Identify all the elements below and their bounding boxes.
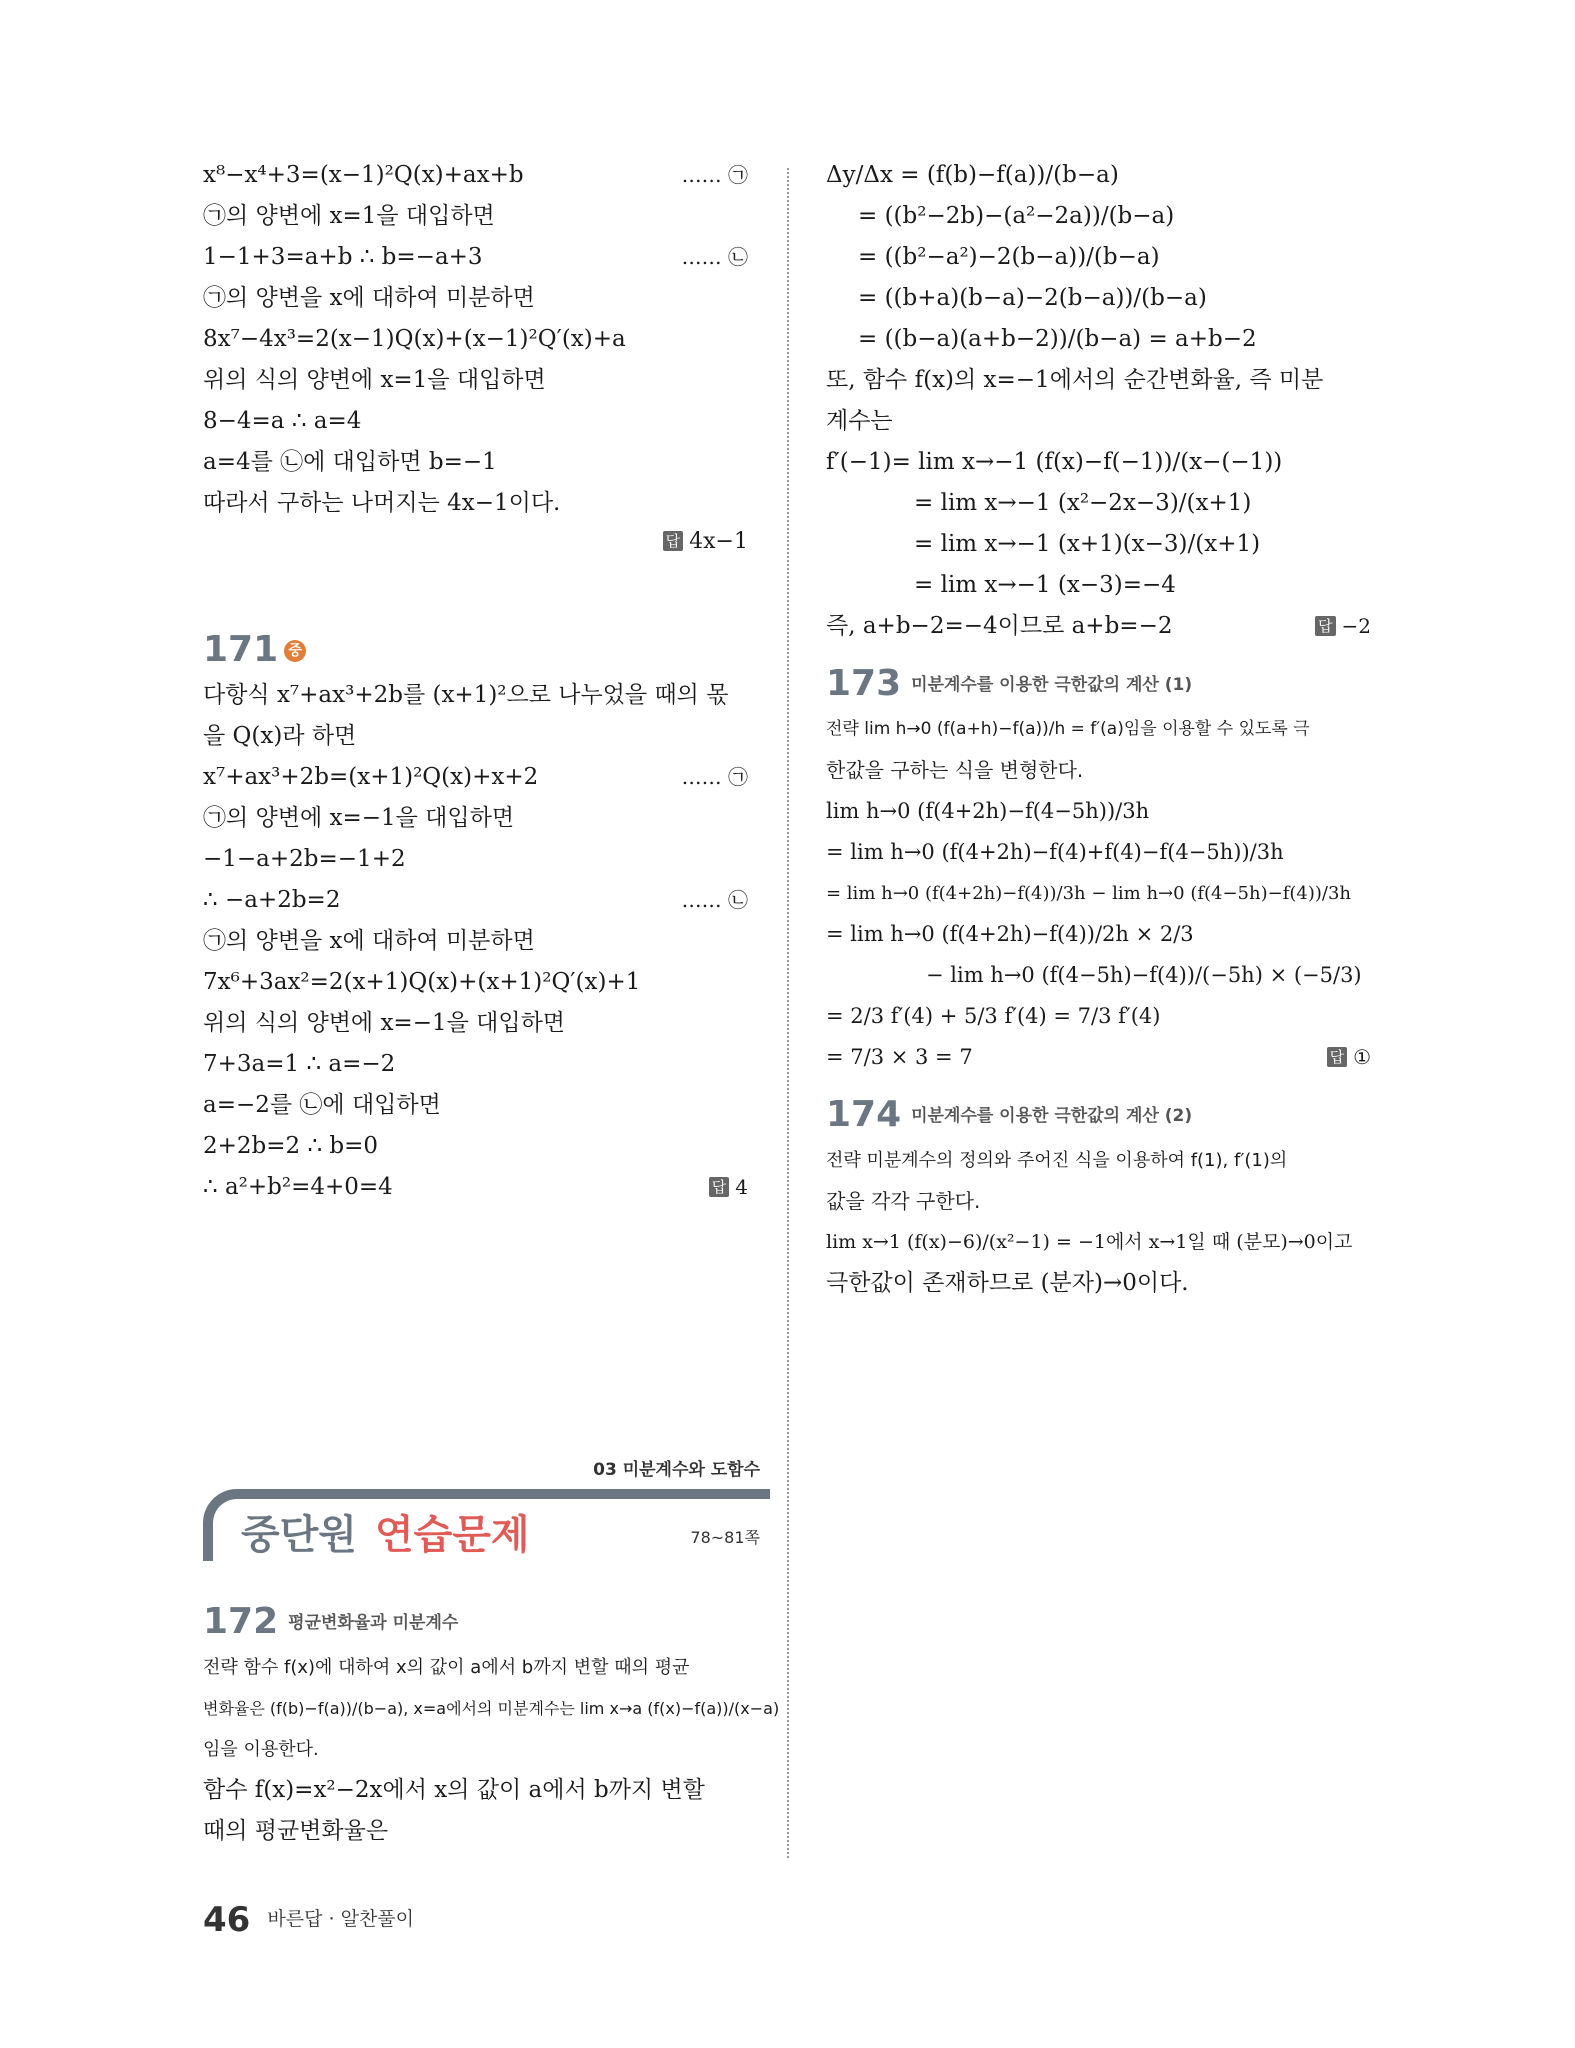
math-line: = ((b²−a²)−2(b−a))/(b−a) xyxy=(858,244,1160,270)
solution-174 xyxy=(826,1145,1371,1299)
math-line: = ((b−a)(a+b−2))/(b−a) = a+b−2 xyxy=(858,326,1257,352)
math-line: = lim h→0 (f(4+2h)−f(4)+f(4)−f(4−5h))/3h xyxy=(826,840,1284,864)
section-title-main: 중단원 xyxy=(241,1512,357,1558)
math-line: 계수는 xyxy=(826,408,893,434)
math-line: 7+3a=1 ∴ a=−2 xyxy=(203,1051,396,1077)
math-line: 다항식 x⁷+ax³+2b를 (x+1)²으로 나누었을 때의 몫 xyxy=(203,682,729,708)
strategy-line: 변화율은 (f(b)−f(a))/(b−a), x=a에서의 미분계수는 lim x→a (f(x)−f(a))/(x−a) xyxy=(203,1699,780,1718)
math-line: − lim h→0 (f(4−5h)−f(4))/(−5h) × (−5/3) xyxy=(926,963,1362,987)
math-line: f′(−1)= lim x→−1 (f(x)−f(−1))/(x−(−1)) xyxy=(826,449,1283,475)
math-line: = 2/3 f′(4) + 5/3 f′(4) = 7/3 f′(4) xyxy=(826,1004,1161,1028)
solution-172-continued xyxy=(826,160,1371,642)
math-line: 함수 f(x)=x²−2x에서 x의 값이 a에서 b까지 변할 xyxy=(203,1777,705,1803)
math-line: 위의 식의 양변에 x=1을 대입하면 xyxy=(203,367,546,393)
strategy-line: 한값을 구하는 식을 변형한다. xyxy=(826,758,1084,782)
math-line: lim x→1 (f(x)−6)/(x²−1) = −1에서 x→1일 때 (분모)→0이고 xyxy=(826,1231,1353,1253)
strategy-line: 임을 이용한다. xyxy=(203,1739,319,1760)
math-line: = lim x→−1 (x²−2x−3)/(x+1) xyxy=(914,490,1252,516)
section-title-accent: 연습문제 xyxy=(375,1512,530,1558)
math-line: = ((b+a)(b−a)−2(b−a))/(b−a) xyxy=(858,285,1207,311)
math-line: 8−4=a ∴ a=4 xyxy=(203,408,362,434)
math-line: ㉠의 양변에 x=−1을 대입하면 xyxy=(203,805,515,831)
right-column xyxy=(826,160,1371,1309)
math-line: 때의 평균변화율은 xyxy=(203,1818,389,1844)
math-line: lim h→0 (f(4+2h)−f(4−5h))/3h xyxy=(826,799,1150,823)
answer-value: −2 xyxy=(1341,614,1371,638)
answer-value: ① xyxy=(1353,1045,1371,1069)
math-line: = 7/3 × 3 = 7 답 ① xyxy=(826,1045,1371,1069)
page-number: 46 xyxy=(203,1900,251,1940)
left-column xyxy=(203,160,748,1213)
math-line: 즉, a+b−2=−4이므로 a+b=−2 답 −2 xyxy=(826,613,1371,639)
math-line: a=−2를 ㉡에 대입하면 xyxy=(203,1092,441,1118)
strategy-line: 값을 각각 구한다. xyxy=(826,1189,981,1213)
math-line: 2+2b=2 ∴ b=0 xyxy=(203,1133,379,1159)
math-line: a=4를 ㉡에 대입하면 b=−1 xyxy=(203,449,497,475)
answer-value: 4x−1 xyxy=(689,529,748,554)
math-line: x⁷+ax³+2b=(x+1)²Q(x)+x+2 …… ㉠ xyxy=(203,764,748,790)
math-line: = lim x→−1 (x+1)(x−3)/(x+1) xyxy=(914,531,1261,557)
math-line: = ((b²−2b)−(a²−2a))/(b−a) xyxy=(858,203,1175,229)
column-divider xyxy=(787,168,789,1858)
problem-topic: 미분계수를 이용한 극한값의 계산 (1) xyxy=(911,675,1193,695)
math-line: = lim h→0 (f(4+2h)−f(4))/3h − lim h→0 (f(4−5h)−f(4))/3h xyxy=(826,883,1351,904)
math-line: 따라서 구하는 나머지는 4x−1이다. xyxy=(203,490,561,516)
math-line: 을 Q(x)라 하면 xyxy=(203,723,357,749)
math-line: ㉠의 양변에 x=1을 대입하면 xyxy=(203,203,495,229)
problem-number-172: 172 평균변화율과 미분계수 xyxy=(203,1601,459,1642)
math-line: 7x⁶+3ax²=2(x+1)Q(x)+(x+1)²Q′(x)+1 xyxy=(203,969,641,995)
math-line: ∴ −a+2b=2 …… ㉡ xyxy=(203,887,748,913)
math-line: = lim x→−1 (x−3)=−4 xyxy=(914,572,1176,598)
answer-mark: 답 xyxy=(1327,1047,1348,1067)
math-line: x⁸−x⁴+3=(x−1)²Q(x)+ax+b …… ㉠ xyxy=(203,162,748,188)
strategy-line: 전략 lim h→0 (f(a+h)−f(a))/h = f′(a)임을 이용할 수 있도록 극 xyxy=(826,719,1310,739)
math-line: 위의 식의 양변에 x=−1을 대입하면 xyxy=(203,1010,566,1036)
math-line: 극한값이 존재하므로 (분자)→0이다. xyxy=(826,1270,1189,1296)
math-line: 1−1+3=a+b ∴ b=−a+3 …… ㉡ xyxy=(203,244,748,270)
level-badge: 중 xyxy=(284,640,306,662)
footer-label: 바른답 · 알찬풀이 xyxy=(267,1908,415,1930)
strategy-line: 전략 미분계수의 정의와 주어진 식을 이용하여 f(1), f′(1)의 xyxy=(826,1150,1288,1171)
solution-173 xyxy=(826,714,1371,1073)
left-column-bottom xyxy=(203,1600,780,1857)
solution-171 xyxy=(203,680,748,1203)
math-line: 또, 함수 f(x)의 x=−1에서의 순간변화율, 즉 미분 xyxy=(826,367,1324,393)
section-pages: 78~81쪽 xyxy=(690,1528,760,1547)
problem-topic: 미분계수를 이용한 극한값의 계산 (2) xyxy=(911,1106,1193,1126)
math-line: ∴ a²+b²=4+0=4 답 4 xyxy=(203,1174,748,1200)
problem-number-173: 173 미분계수를 이용한 극한값의 계산 (1) xyxy=(826,663,1193,704)
answer-line xyxy=(203,529,748,560)
problem-topic: 평균변화율과 미분계수 xyxy=(288,1613,459,1633)
math-line: −1−a+2b=−1+2 xyxy=(203,846,406,872)
answer-inline: 답 4 xyxy=(709,1175,748,1199)
section-header xyxy=(203,1455,760,1595)
math-line: 8x⁷−4x³=2(x−1)Q(x)+(x−1)²Q′(x)+a xyxy=(203,326,626,352)
answer-mark: 답 xyxy=(1315,616,1336,636)
math-line: ㉠의 양변을 x에 대하여 미분하면 xyxy=(203,928,535,954)
math-line: ㉠의 양변을 x에 대하여 미분하면 xyxy=(203,285,535,311)
problem-number-171: 171 중 xyxy=(203,628,748,672)
math-line: = lim h→0 (f(4+2h)−f(4))/2h × 2/3 xyxy=(826,922,1194,946)
page-footer xyxy=(203,1900,414,1940)
solution-170-continued xyxy=(203,160,748,560)
problem-number-174: 174 미분계수를 이용한 극한값의 계산 (2) xyxy=(826,1094,1193,1135)
math-line: Δy/Δx = (f(b)−f(a))/(b−a) xyxy=(826,162,1119,188)
strategy-line: 전략 함수 f(x)에 대하여 x의 값이 a에서 b까지 변할 때의 평균 xyxy=(203,1657,690,1678)
answer-mark: 답 xyxy=(663,531,684,551)
section-subtitle: 03 미분계수와 도함수 xyxy=(593,1460,760,1480)
